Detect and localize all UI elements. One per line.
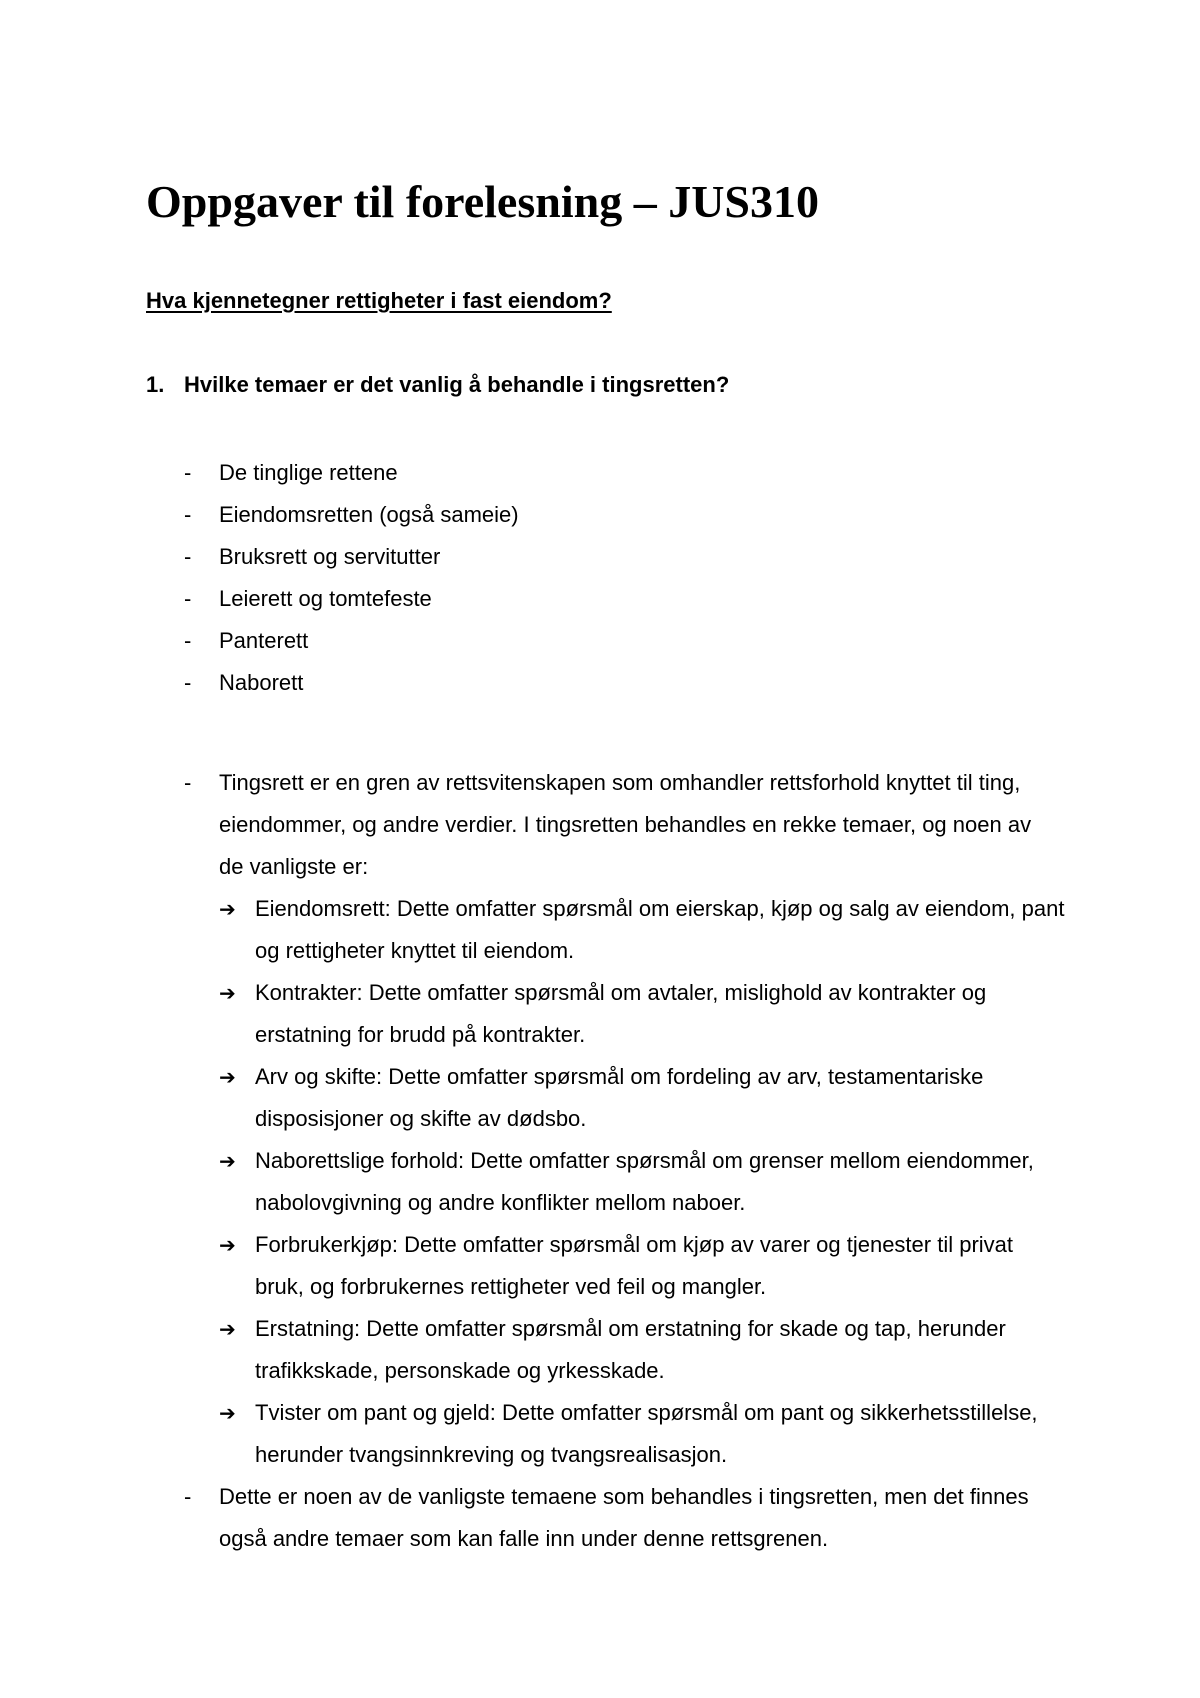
- dash-marker: -: [184, 544, 192, 569]
- list-item-text: Panterett: [219, 628, 309, 653]
- dash-marker: -: [184, 770, 192, 795]
- arrow-icon: ➔: [219, 981, 236, 1005]
- list-item: [146, 452, 1086, 494]
- arrow-icon: ➔: [219, 897, 236, 921]
- arrow-list-item: [219, 1140, 1086, 1224]
- arrow-item-text: Eiendomsrett: Dette omfatter spørsmål om eierskap, kjøp og salg av eiendom, pant og rettigheter knyttet til eiendom.: [255, 896, 1065, 963]
- arrow-list-item: [219, 1392, 1086, 1476]
- explanation-intro: Tingsrett er en gren av rettsvitenskapen som omhandler rettsforhold knyttet til ting, eiendommer, og andre verdier. I tingsretten behandles en rekke temaer, og noen av de vanligste er:: [219, 770, 1032, 879]
- dash-marker: -: [184, 670, 192, 695]
- list-item: [146, 620, 1086, 662]
- arrow-item-text: Kontrakter: Dette omfatter spørsmål om avtaler, mislighold av kontrakter og erstatning for brudd på kontrakter.: [255, 980, 987, 1047]
- list-item: [146, 662, 1086, 704]
- list-item-text: De tinglige rettene: [219, 460, 398, 485]
- arrow-list-item: [219, 1224, 1086, 1308]
- arrow-item-text: Naborettslige forhold: Dette omfatter spørsmål om grenser mellom eiendommer, nabolovgivning og andre konflikter mellom naboer.: [255, 1148, 1034, 1215]
- list-item-text: Eiendomsretten (også sameie): [219, 502, 519, 527]
- dash-marker: -: [184, 502, 192, 527]
- section-heading: Hva kjennetegner rettigheter i fast eiendom?: [146, 288, 612, 313]
- arrow-icon: ➔: [219, 1149, 236, 1173]
- topic-list: [146, 452, 1086, 704]
- question-heading: [146, 370, 729, 400]
- arrow-item-text: Arv og skifte: Dette omfatter spørsmål om fordeling av arv, testamentariske disposisjoner og skifte av dødsbo.: [255, 1064, 984, 1131]
- arrow-icon: ➔: [219, 1401, 236, 1425]
- topic-detail-list: [219, 888, 1086, 1476]
- explanation-list: [146, 762, 1086, 1560]
- arrow-item-text: Tvister om pant og gjeld: Dette omfatter spørsmål om pant og sikkerhetsstillelse, herunder tvangsinnkreving og tvangsrealisasjon.: [255, 1400, 1038, 1467]
- list-item-text: Leierett og tomtefeste: [219, 586, 432, 611]
- list-item: [146, 1476, 1086, 1560]
- arrow-icon: ➔: [219, 1065, 236, 1089]
- list-item: [146, 762, 1086, 1476]
- list-item-text: Naborett: [219, 670, 304, 695]
- question-text: Hvilke temaer er det vanlig å behandle i tingsretten?: [184, 372, 730, 397]
- list-item: [146, 578, 1086, 620]
- question-number: 1.: [146, 372, 165, 397]
- explanation-conclusion: Dette er noen av de vanligste temaene som behandles i tingsretten, men det finnes også andre temaer som kan falle inn under denne rettsgrenen.: [219, 1484, 1029, 1551]
- dash-marker: -: [184, 460, 192, 485]
- arrow-list-item: [219, 888, 1086, 972]
- dash-marker: -: [184, 586, 192, 611]
- arrow-item-text: Erstatning: Dette omfatter spørsmål om erstatning for skade og tap, herunder trafikkskade, personskade og yrkesskade.: [255, 1316, 1006, 1383]
- list-item: [146, 494, 1086, 536]
- arrow-icon: ➔: [219, 1233, 236, 1257]
- dash-marker: -: [184, 1484, 192, 1509]
- arrow-list-item: [219, 1308, 1086, 1392]
- page-title: Oppgaver til forelesning – JUS310: [146, 176, 819, 227]
- arrow-list-item: [219, 1056, 1086, 1140]
- arrow-item-text: Forbrukerkjøp: Dette omfatter spørsmål om kjøp av varer og tjenester til privat bruk, og forbrukernes rettigheter ved feil og mangler.: [255, 1232, 1014, 1299]
- arrow-icon: ➔: [219, 1317, 236, 1341]
- list-item-text: Bruksrett og servitutter: [219, 544, 441, 569]
- arrow-list-item: [219, 972, 1086, 1056]
- dash-marker: -: [184, 628, 192, 653]
- list-item: [146, 536, 1086, 578]
